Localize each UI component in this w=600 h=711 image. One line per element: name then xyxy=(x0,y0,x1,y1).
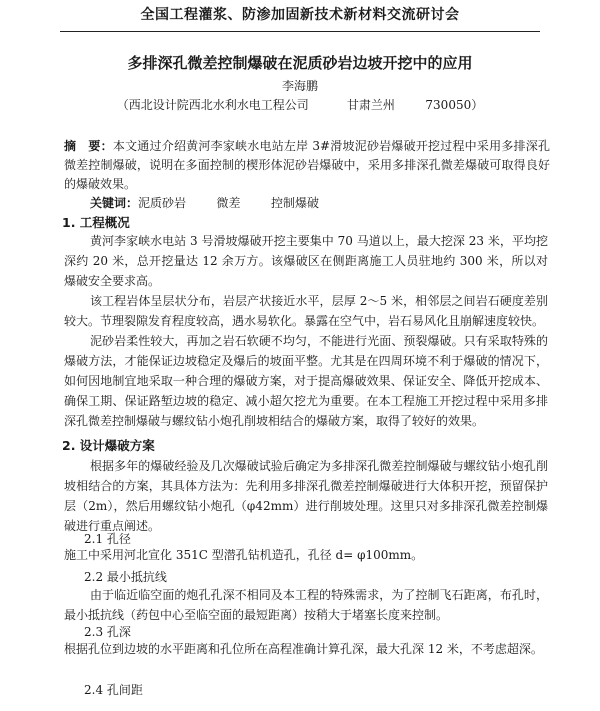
section-1-heading: 1. 工程概况 xyxy=(62,215,130,230)
section-2-heading: 2. 设计爆破方案 xyxy=(62,438,155,453)
keywords xyxy=(90,194,319,211)
conference-header: 全国工程灌浆、防渗加固新技术新材料交流研讨会 xyxy=(140,7,460,23)
subsection-2-2-text: 由于临近临空面的炮孔孔深不相同及本工程的特殊需求，为了控制飞石距离，布孔时，最小抵抗线（药包中心至临空面的最短距离）按稍大于堵塞长度来控制。 xyxy=(64,588,548,622)
section-1-paragraph-2: 该工程岩体呈层状分布，岩层产状接近水平，层厚 2～5 米，相邻层之间岩石硬度差别较大。节理裂隙发育程度较高，遇水易软化。暴露在空气中，岩石易风化且崩解速度较快。 xyxy=(64,294,548,328)
subsection-2-2-heading: 2.2 最小抵抗线 xyxy=(84,570,167,584)
subsection-2-1-text: 施工中采用河北宣化 351C 型潜孔钻机造孔，孔径 d= φ100mm。 xyxy=(64,548,424,562)
section-2-paragraph: 根据多年的爆破经验及几次爆破试验后确定为多排深孔微差控制爆破与螺纹钻小炮孔削坡相结合的方案，其具体方法为：先利用多排深孔微差控制爆破进行大体积开挖，预留保护层（2m），然后用螺纹钻小炮孔（φ42mm）进行削坡处理。这里只对多排深孔微差控制爆破进行重点阐述。 xyxy=(64,459,548,533)
section-1-paragraph-1: 黄河李家峡水电站 3 号滑坡爆破开挖主要集中 70 马道以上，最大挖深 23 米，平均挖深约 20 米，总开挖量达 12 余万方。该爆破区在侧距离施工人员驻地约 300 米，所以对爆破安全要求高。 xyxy=(64,234,548,288)
author-name: 李海鹏 xyxy=(281,79,318,93)
paper-title: 多排深孔微差控制爆破在泥质砂岩边坡开挖中的应用 xyxy=(127,54,473,72)
section-1-paragraph-3: 泥砂岩柔性较大，再加之岩石软硬不均匀，不能进行光面、预裂爆破。只有采取特殊的爆破方法，才能保证边坡稳定及爆后的坡面平整。尤其是在四周环境不利于爆破的情况下，如何因地制宜地采取一种合理的爆破方案，对于提高爆破效果、保证安全、降低开挖成本、确保工期、保证路堑边坡的稳定、减小超欠挖尤为重要。在本工程施工开挖过程中采用多排深孔微差控制爆破与螺纹钻小炮孔削坡相结合的爆破方案，取得了较好的效果。 xyxy=(64,334,548,428)
abstract-label: 摘 要： xyxy=(64,139,113,153)
abstract xyxy=(64,137,550,194)
header-divider xyxy=(60,31,540,32)
author-affiliation: （西北设计院西北水利水电工程公司 甘肃兰州 730050） xyxy=(116,98,484,112)
keywords-label: 关键词： xyxy=(90,196,139,210)
subsection-2-4-heading: 2.4 孔间距 xyxy=(84,683,143,697)
keywords-text: 泥质砂岩 微差 控制爆破 xyxy=(138,196,320,210)
subsection-2-3-text: 根据孔位到边坡的水平距离和孔位所在高程准确计算孔深，最大孔深 12 米，不考虑超深。 xyxy=(64,642,543,656)
subsection-2-3-heading: 2.3 孔深 xyxy=(84,625,131,639)
abstract-text: 本文通过介绍黄河李家峡水电站左岸 3#滑坡泥砂岩爆破开挖过程中采用多排深孔微差控制爆破，说明在多面控制的楔形体泥砂岩爆破中，采用多排深孔微差爆破可取得良好的爆破效果。 xyxy=(64,139,550,191)
subsection-2-1-heading: 2.1 孔径 xyxy=(84,532,131,546)
